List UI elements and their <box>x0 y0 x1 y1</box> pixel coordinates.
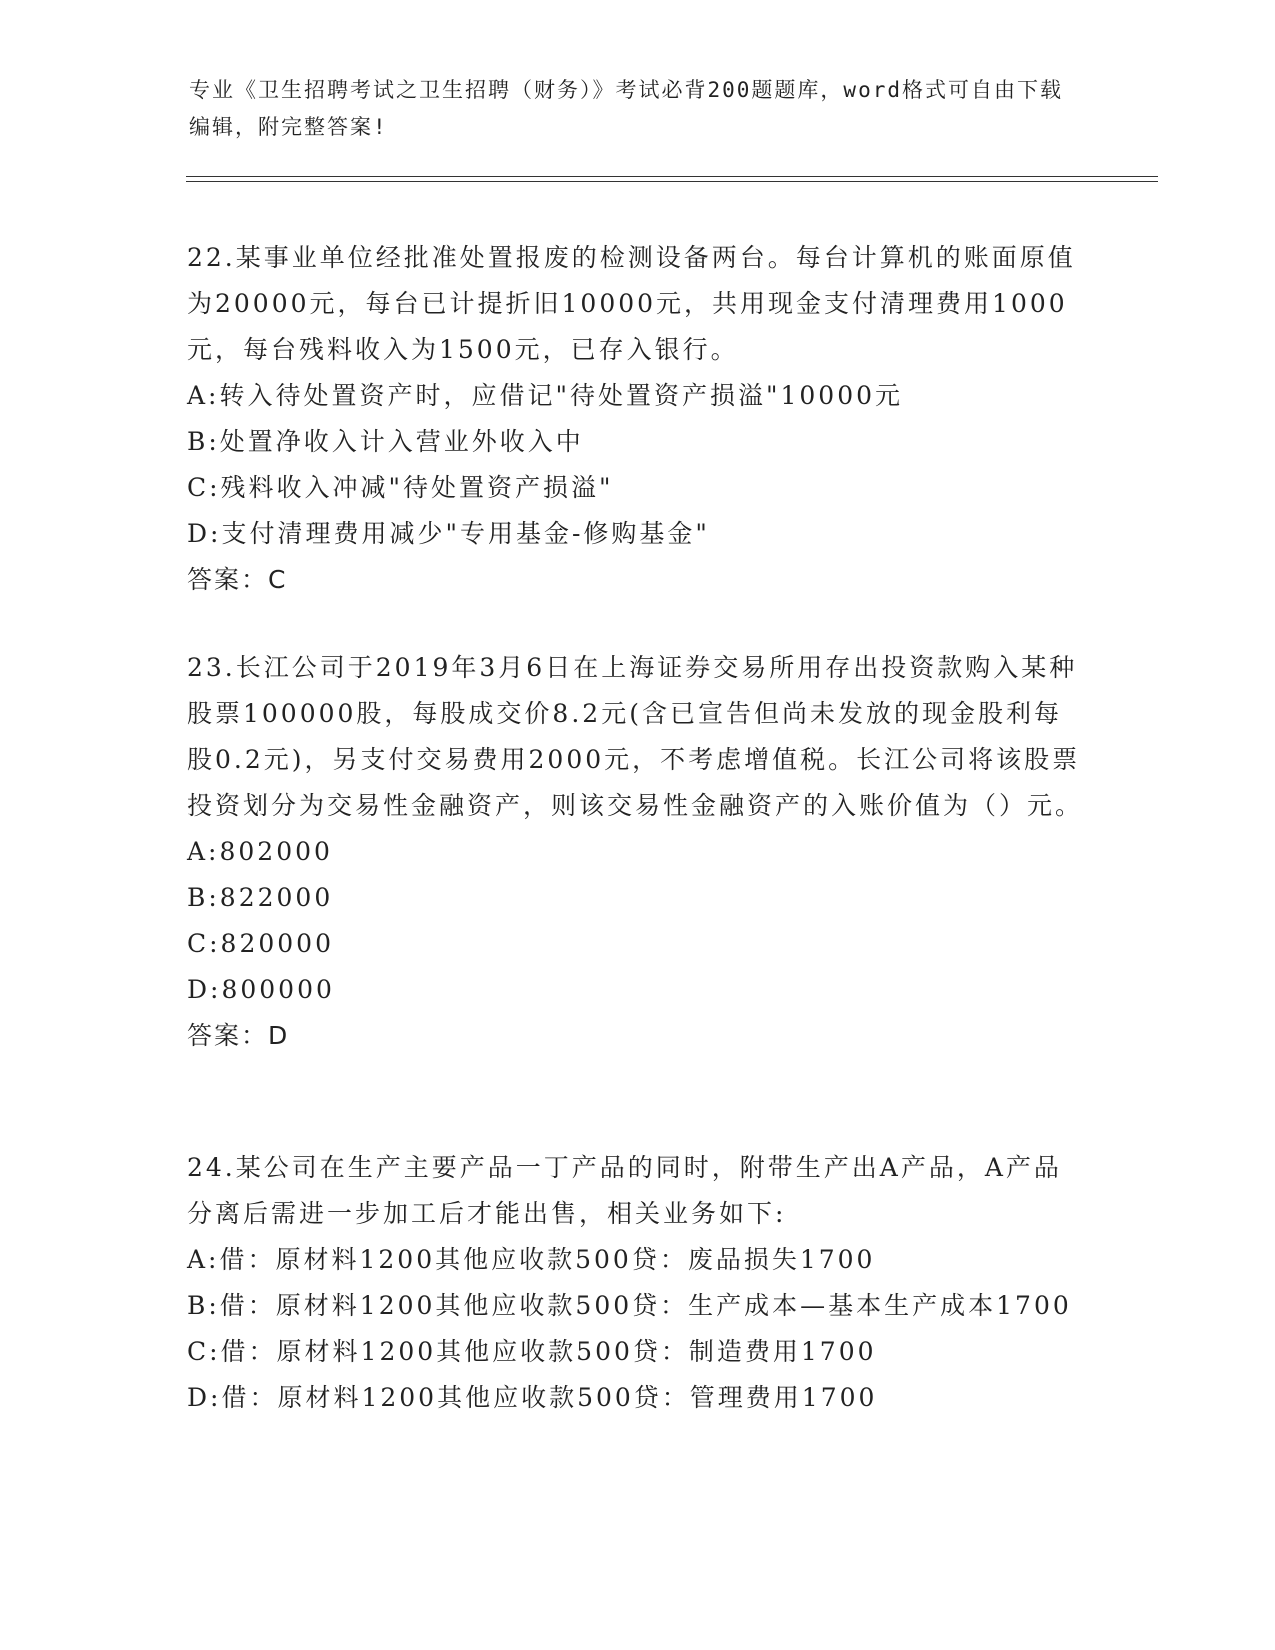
option-d: D:800000 <box>187 975 335 1004</box>
document-header: 专业《卫生招聘考试之卫生招聘（财务）》考试必背200题题库，word格式可自由下载编辑，附完整答案! <box>189 78 1063 139</box>
option-a: A:借：原材料1200其他应收款500贷：废品损失1700 <box>187 1245 876 1274</box>
option-d: D:借：原材料1200其他应收款500贷：管理费用1700 <box>187 1383 878 1412</box>
question-23 <box>187 645 1087 1059</box>
answer-line: 答案：C <box>187 565 288 594</box>
option-b: B:822000 <box>187 883 334 912</box>
question-24 <box>187 1145 1087 1421</box>
question-stem: 24.某公司在生产主要产品一丁产品的同时，附带生产出A产品，A产品分离后需进一步加工后才能出售，相关业务如下: <box>187 1153 1062 1228</box>
question-22 <box>187 235 1087 603</box>
question-stem: 22.某事业单位经批准处置报废的检测设备两台。每台计算机的账面原值为20000元，每台已计提折旧10000元，共用现金支付清理费用1000元，每台残料收入为1500元，已存入银行。 <box>187 243 1076 364</box>
answer-line: 答案：D <box>187 1021 290 1050</box>
option-c: C:残料收入冲减"待处置资产损溢" <box>187 473 614 502</box>
question-stem: 23.长江公司于2019年3月6日在上海证券交易所用存出投资款购入某种股票100000股，每股成交价8.2元(含已宣告但尚未发放的现金股利每股0.2元)，另支付交易费用2000元，不考虑增值税。长江公司将该股票投资划分为交易性金融资产，则该交易性金融资产的入账价值为（）元。 <box>187 653 1084 820</box>
option-a: A:802000 <box>187 837 333 866</box>
header-double-rule <box>186 176 1158 182</box>
option-c: C:借：原材料1200其他应收款500贷：制造费用1700 <box>187 1337 877 1366</box>
option-d: D:支付清理费用减少"专用基金-修购基金" <box>187 519 710 548</box>
option-a: A:转入待处置资产时，应借记"待处置资产损溢"10000元 <box>187 381 904 410</box>
option-c: C:820000 <box>187 929 334 958</box>
option-b: B:处置净收入计入营业外收入中 <box>187 427 584 456</box>
option-b: B:借：原材料1200其他应收款500贷：生产成本—基本生产成本1700 <box>187 1291 1072 1320</box>
